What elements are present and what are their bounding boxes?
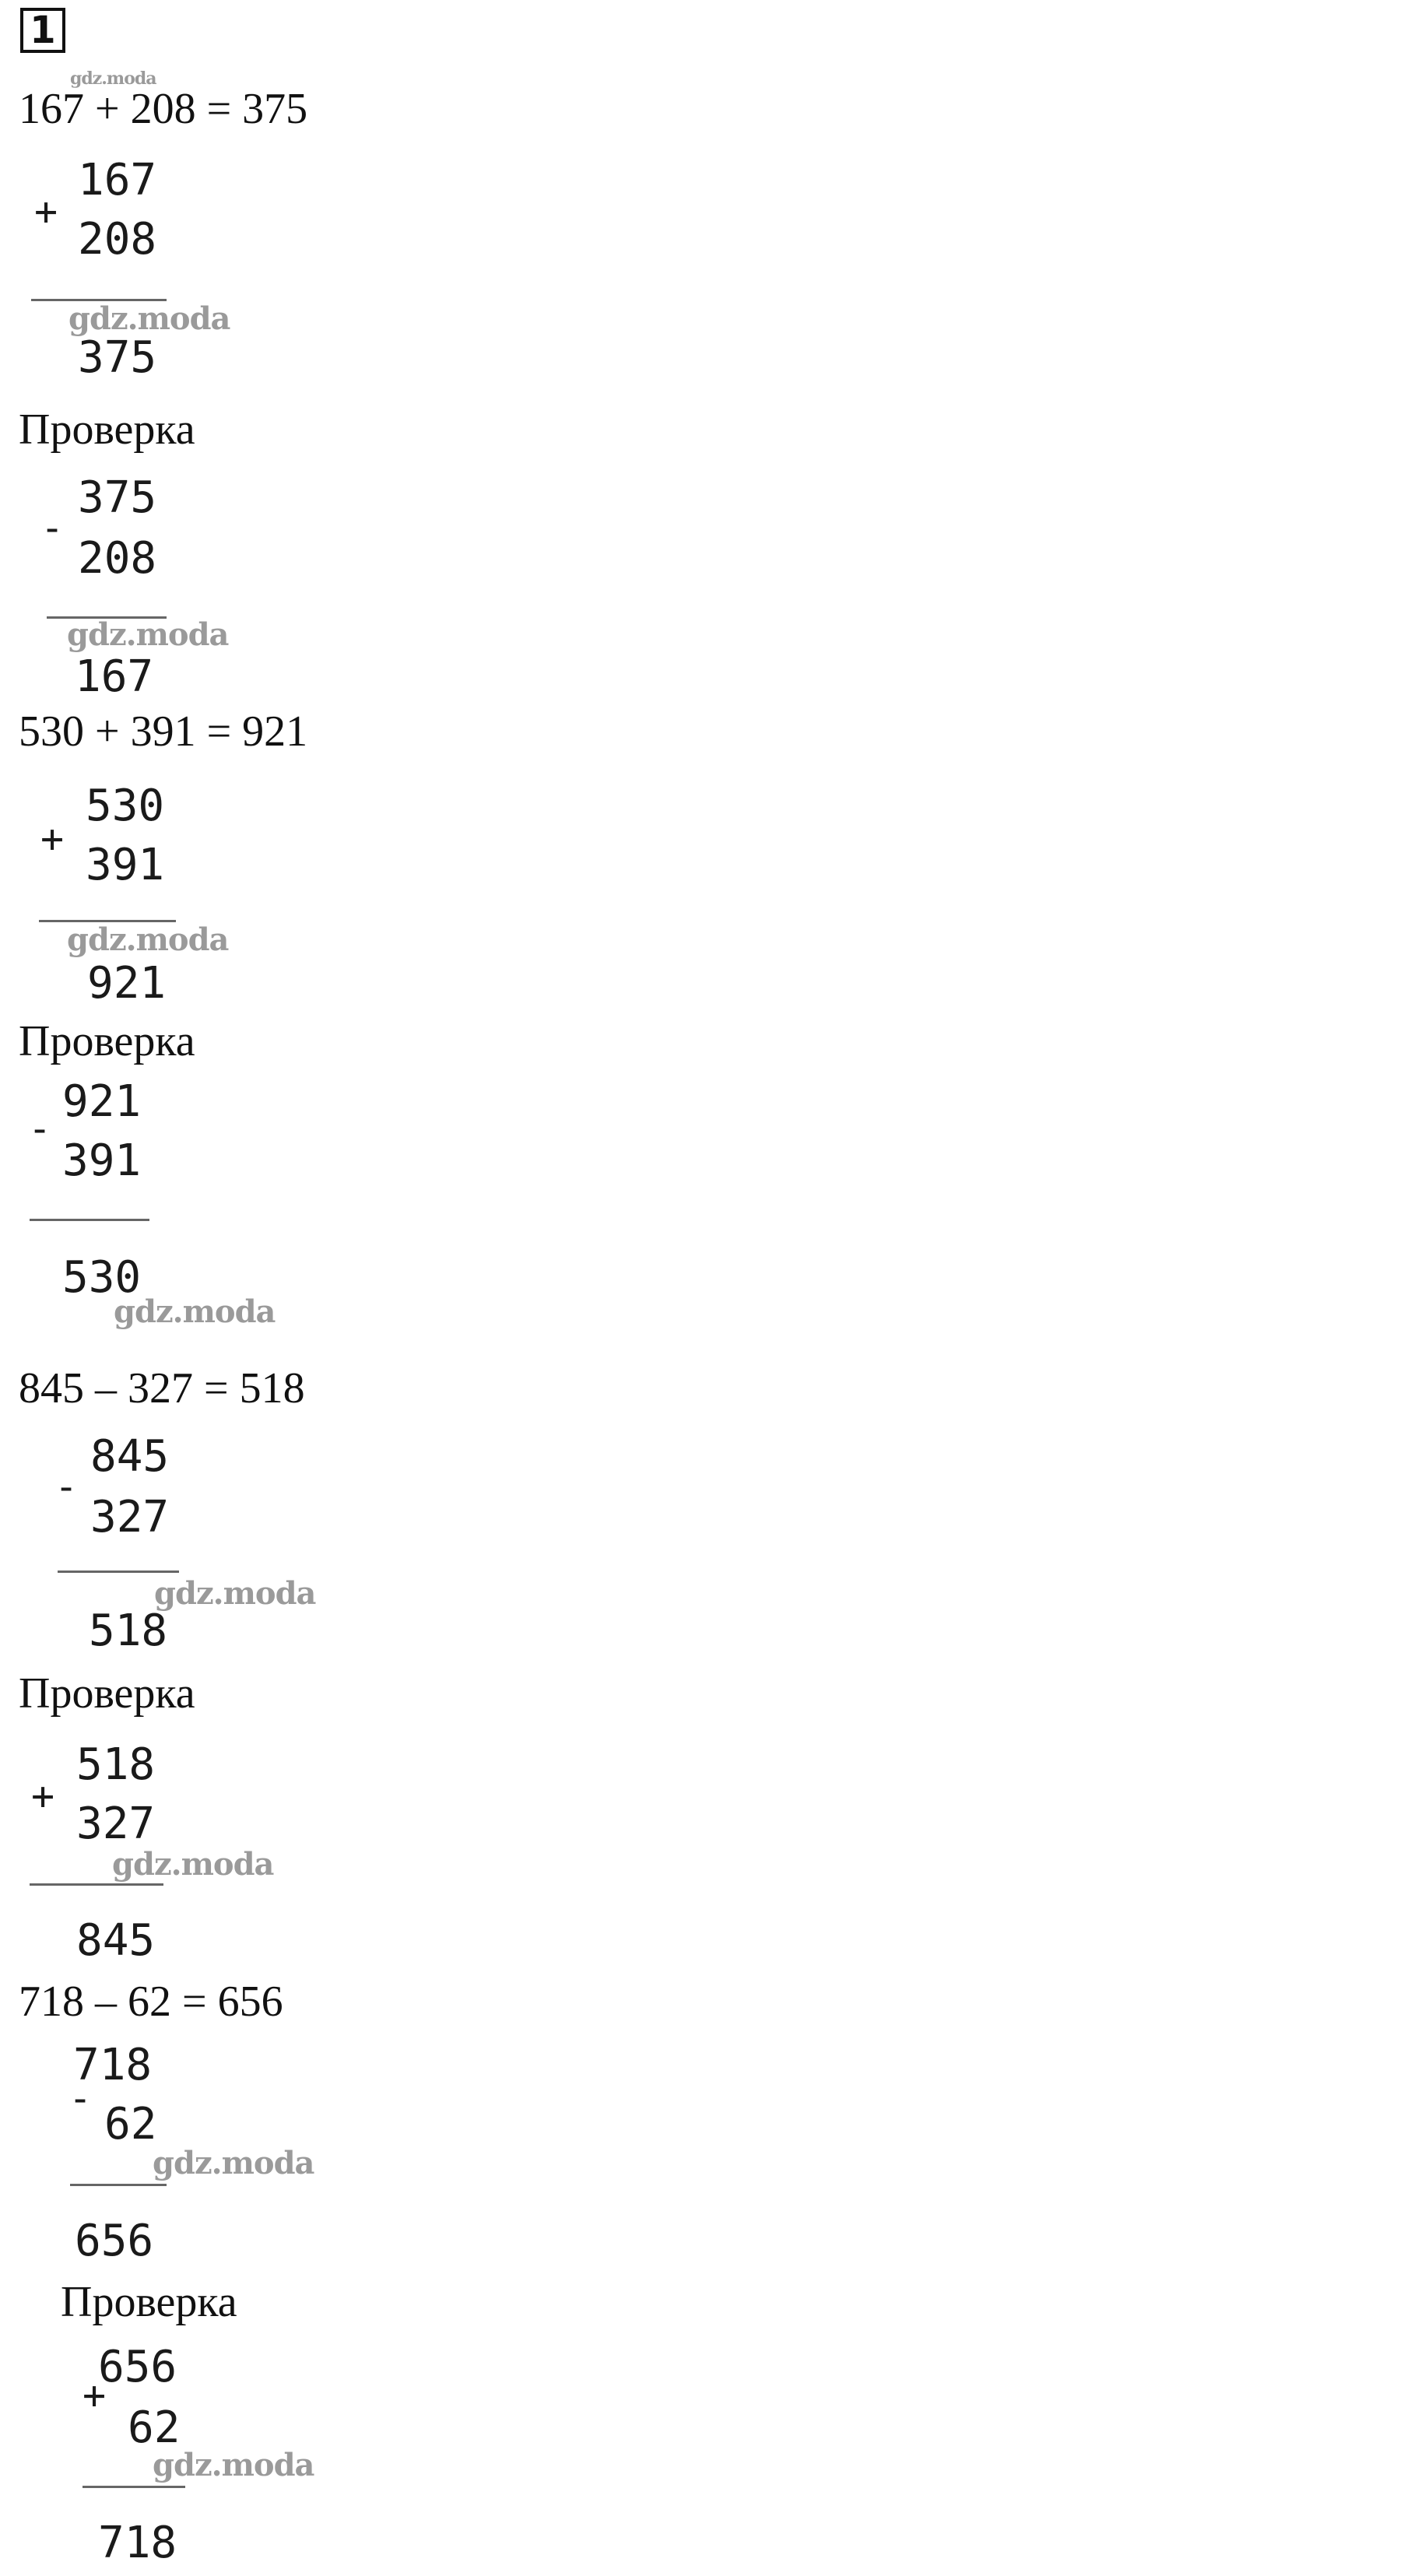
equation-2: 530 + 391 = 921 — [19, 707, 308, 756]
check-top-2: 921 — [62, 1076, 142, 1127]
check-bottom-2: 391 — [62, 1135, 142, 1186]
check-sign-2: - — [28, 1106, 52, 1151]
operand-bottom-1: 208 — [78, 214, 157, 265]
sign-3: - — [54, 1464, 79, 1509]
check-label-2: Проверка — [19, 1017, 195, 1065]
result-line — [70, 2184, 167, 2186]
watermark: gdz.moda — [154, 1575, 316, 1612]
watermark: gdz.moda — [112, 1846, 274, 1883]
operand-top-1: 167 — [78, 155, 157, 205]
result-line — [30, 1219, 149, 1221]
result-line — [58, 1571, 179, 1573]
check-bottom-4: 62 — [128, 2402, 181, 2453]
watermark: gdz.moda — [153, 2145, 314, 2181]
check-result-3: 845 — [76, 1915, 156, 1966]
check-top-1: 375 — [78, 472, 157, 523]
operand-bottom-2: 391 — [86, 840, 165, 890]
operand-top-3: 845 — [90, 1431, 170, 1482]
equation-1: 167 + 208 = 375 — [19, 85, 308, 133]
check-sign-1: - — [40, 505, 65, 550]
operand-bottom-3: 327 — [90, 1492, 170, 1542]
watermark: gdz.moda — [114, 1293, 276, 1330]
sign-4: - — [68, 2076, 93, 2121]
check-bottom-1: 208 — [78, 533, 157, 584]
check-label-1: Проверка — [19, 405, 195, 454]
watermark: gdz.moda — [67, 921, 229, 958]
operand-top-4: 718 — [73, 2040, 153, 2090]
equation-3: 845 – 327 = 518 — [19, 1364, 305, 1413]
check-bottom-3: 327 — [76, 1799, 156, 1849]
result-2: 921 — [87, 958, 167, 1009]
result-line — [83, 2486, 185, 2488]
watermark: gdz.moda — [68, 300, 230, 337]
result-1: 375 — [78, 332, 157, 383]
result-4: 656 — [75, 2216, 154, 2266]
check-sign-4: + — [83, 2373, 107, 2418]
equation-4: 718 – 62 = 656 — [19, 1978, 283, 2026]
check-result-1: 167 — [75, 651, 154, 702]
sign-2: + — [40, 816, 65, 862]
check-top-4: 656 — [98, 2342, 177, 2392]
check-label-4: Проверка — [61, 2278, 237, 2326]
watermark: gdz.moda — [70, 68, 156, 89]
check-top-3: 518 — [76, 1739, 156, 1790]
operand-bottom-4: 62 — [104, 2099, 157, 2150]
check-label-3: Проверка — [19, 1669, 195, 1718]
check-sign-3: + — [31, 1774, 55, 1819]
check-result-2: 530 — [62, 1252, 142, 1303]
operand-top-2: 530 — [86, 781, 165, 831]
watermark: gdz.moda — [67, 616, 229, 653]
task-number-box: 1 — [20, 8, 65, 53]
result-line — [30, 1883, 163, 1886]
check-result-4: 718 — [98, 2518, 177, 2568]
result-3: 518 — [89, 1606, 168, 1656]
sign-1: + — [34, 189, 58, 234]
watermark: gdz.moda — [153, 2447, 314, 2483]
